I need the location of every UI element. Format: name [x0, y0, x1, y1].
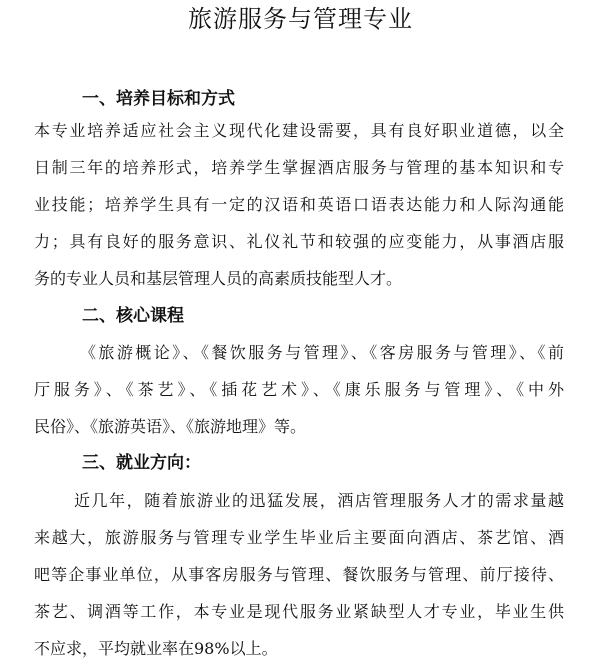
career-direction-line-2: 来越大，旅游服务与管理专业学生毕业后主要面向酒店、茶艺馆、酒	[34, 528, 564, 547]
career-direction-line-1: 近几年，随着旅游业的迅猛发展，酒店管理服务人才的需求量越	[74, 491, 564, 510]
core-courses-line-2: 厅服务》、《茶艺》、《插花艺术》、《康乐服务与管理》、《中外	[34, 380, 564, 399]
training-goals-line-2: 日制三年的培养形式，培养学生掌握酒店服务与管理的基本知识和专	[34, 158, 564, 177]
training-goals-line-1: 本专业培养适应社会主义现代化建设需要，具有良好职业道德，以全	[34, 121, 564, 140]
career-direction-line-3: 吧等企事业单位，从事客房服务与管理、餐饮服务与管理、前厅接待、	[34, 565, 564, 584]
core-courses-line-3: 民俗》、《旅游英语》、《旅游地理》等。	[34, 417, 307, 436]
training-goals-line-4: 力；具有良好的服务意识、礼仪礼节和较强的应变能力，从事酒店服	[34, 232, 564, 251]
document-title: 旅游服务与管理专业	[188, 5, 413, 33]
career-direction-line-5: 不应求，平均就业率在98%以上。	[34, 639, 278, 658]
training-goals-line-5: 务的专业人员和基层管理人员的高素质技能型人才。	[34, 269, 403, 288]
section-heading-career-direction: 三、就业方向：	[82, 453, 201, 473]
core-courses-line-1: 《旅游概论》、《餐饮服务与管理》、《客房服务与管理》、《前	[80, 343, 564, 362]
career-direction-line-4: 茶艺、调酒等工作，本专业是现代服务业紧缺型人才专业，毕业生供	[34, 602, 564, 621]
section-heading-core-courses: 二、核心课程	[82, 306, 184, 326]
training-goals-line-3: 业技能；培养学生具有一定的汉语和英语口语表达能力和人际沟通能	[34, 195, 564, 214]
section-heading-training-goals: 一、培养目标和方式	[82, 89, 235, 109]
